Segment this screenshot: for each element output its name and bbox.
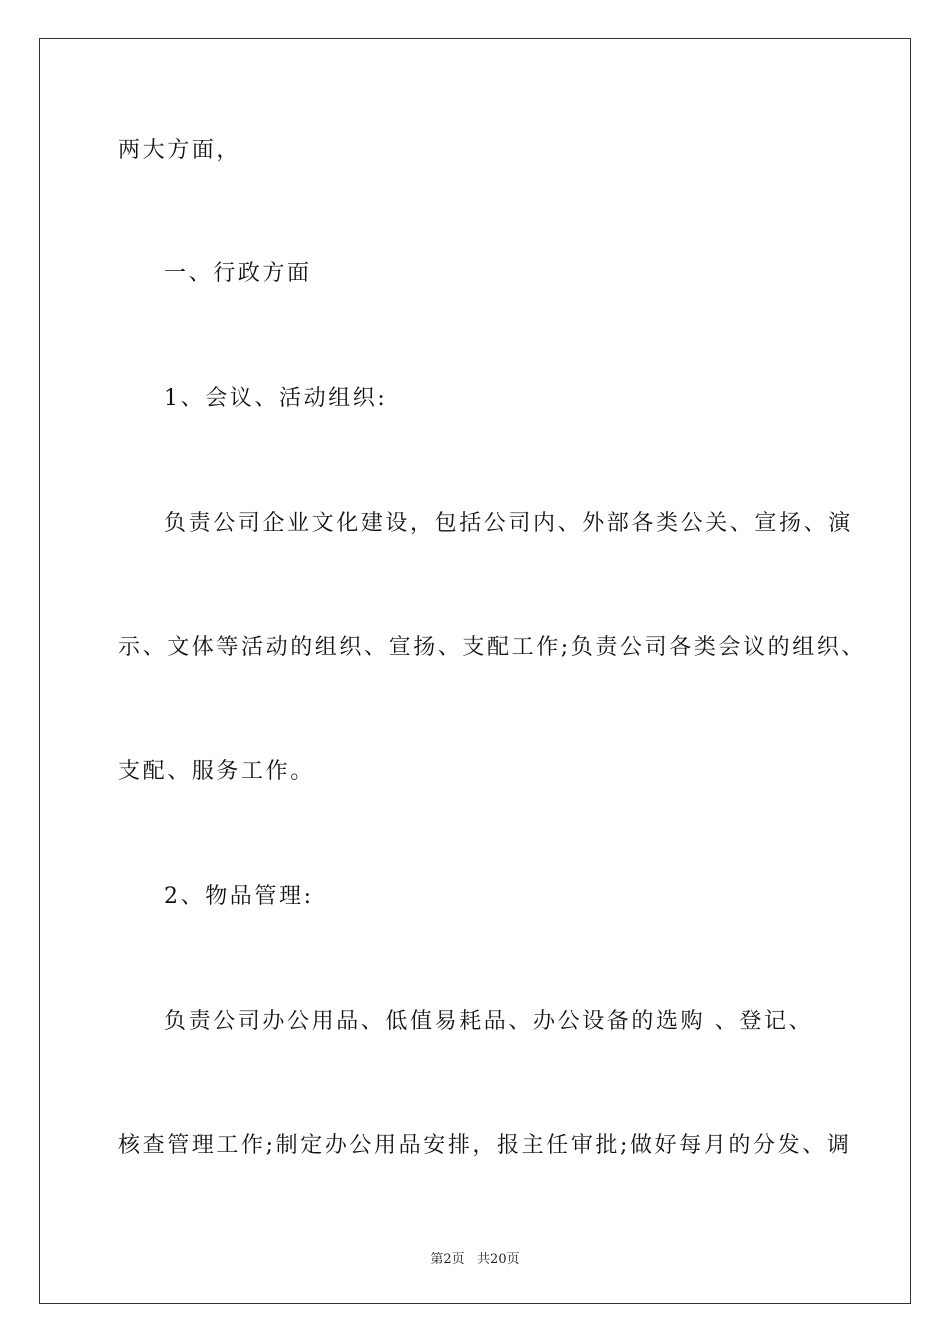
text-line-1: 两大方面，	[118, 138, 242, 163]
section-heading-admin: 一、行政方面	[164, 261, 312, 286]
page-number-footer: 第2页 共20页	[430, 1252, 520, 1267]
paragraph-line-1: 负责公司企业文化建设，包括公司内、外部各类公关、宣扬、演	[164, 511, 853, 536]
paragraph-line-2: 示、文体等活动的组织、宣扬、支配工作;负责公司各类会议的组织、	[118, 635, 867, 660]
subheading-goods: 2、物品管理:	[164, 884, 314, 909]
subheading-meetings: 1、会议、活动组织:	[164, 386, 388, 411]
paragraph-line-4: 负责公司办公用品、低值易耗品、办公设备的选购 、登记、	[164, 1009, 814, 1034]
page-border	[39, 38, 911, 1304]
paragraph-line-5: 核查管理工作;制定办公用品安排，报主任审批;做好每月的分发、调	[118, 1133, 852, 1158]
paragraph-line-3: 支配、服务工作。	[118, 759, 315, 784]
